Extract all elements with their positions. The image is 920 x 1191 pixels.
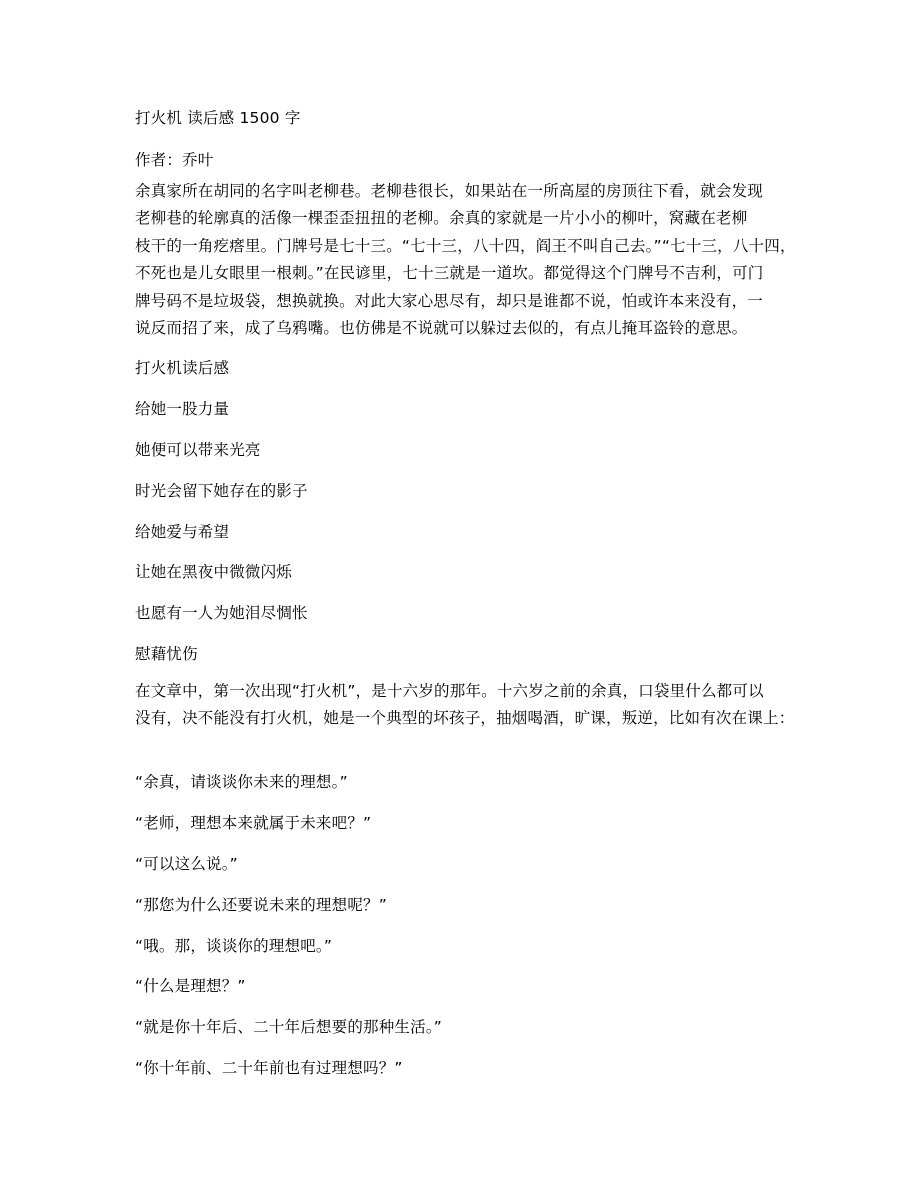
dialogue-line: “什么是理想？” [135,977,246,995]
story-line: 没有，决不能没有打火机，她是一个典型的坏孩子，抽烟喝酒，旷课，叛逆，比如有次在课上： [135,709,795,728]
intro-line: 余真家所在胡同的名字叫老柳巷。老柳巷很长，如果站在一所高屋的房顶往下看，就会发现 [135,182,764,200]
story-paragraph [135,678,795,733]
document-title: 打火机 读后感 1500 字 [135,109,301,127]
poem-line: 让她在黑夜中微微闪烁 [135,563,293,581]
intro-paragraph [135,178,795,342]
intro-line: 枝干的一角疙瘩里。门牌号是七十三。“七十三，八十四，阎王不叫自己去。”“七十三，八十四， [135,236,796,255]
poem-line: 慰藉忧伤 [135,645,198,663]
section-heading: 打火机读后感 [135,359,230,377]
story-line: 在文章中，第一次出现“打火机”，是十六岁的那年。十六岁之前的余真，口袋里什么都可以 [135,682,764,700]
intro-line: 不死也是儿女眼里一根刺。”在民谚里，七十三就是一道坎。都觉得这个门牌号不吉利，可门 [135,264,764,283]
dialogue-line: “那您为什么还要说未来的理想呢？” [135,896,387,914]
intro-line: 老柳巷的轮廓真的活像一棵歪歪扭扭的老柳。余真的家就是一片小小的柳叶，窝藏在老柳 [135,209,748,228]
author-line: 作者：乔叶 [135,151,214,169]
dialogue-line: “你十年前、二十年前也有过理想吗？” [135,1059,403,1077]
dialogue-line: “就是你十年后、二十年后想要的那种生活。” [135,1018,443,1036]
poem-line: 也愿有一人为她泪尽惆怅 [135,604,308,622]
intro-line: 牌号码不是垃圾袋，想换就换。对此大家心思尽有，却只是谁都不说，怕或许本来没有，一 [135,291,764,310]
dialogue-line: “老师，理想本来就属于未来吧？” [135,814,372,832]
dialogue-line: “哦。那，谈谈你的理想吧。” [135,937,333,955]
poem-line: 时光会留下她存在的影子 [135,482,308,500]
poem-line: 给她爱与希望 [135,523,230,541]
dialogue-line: “可以这么说。” [135,855,238,873]
intro-line: 说反而招了来，成了乌鸦嘴。也仿佛是不说就可以躲过去似的，有点儿掩耳盗铃的意思。 [135,318,748,337]
poem-line: 给她一股力量 [135,400,230,418]
poem-line: 她便可以带来光亮 [135,441,261,459]
dialogue-line: “余真，请谈谈你未来的理想。” [135,773,348,791]
